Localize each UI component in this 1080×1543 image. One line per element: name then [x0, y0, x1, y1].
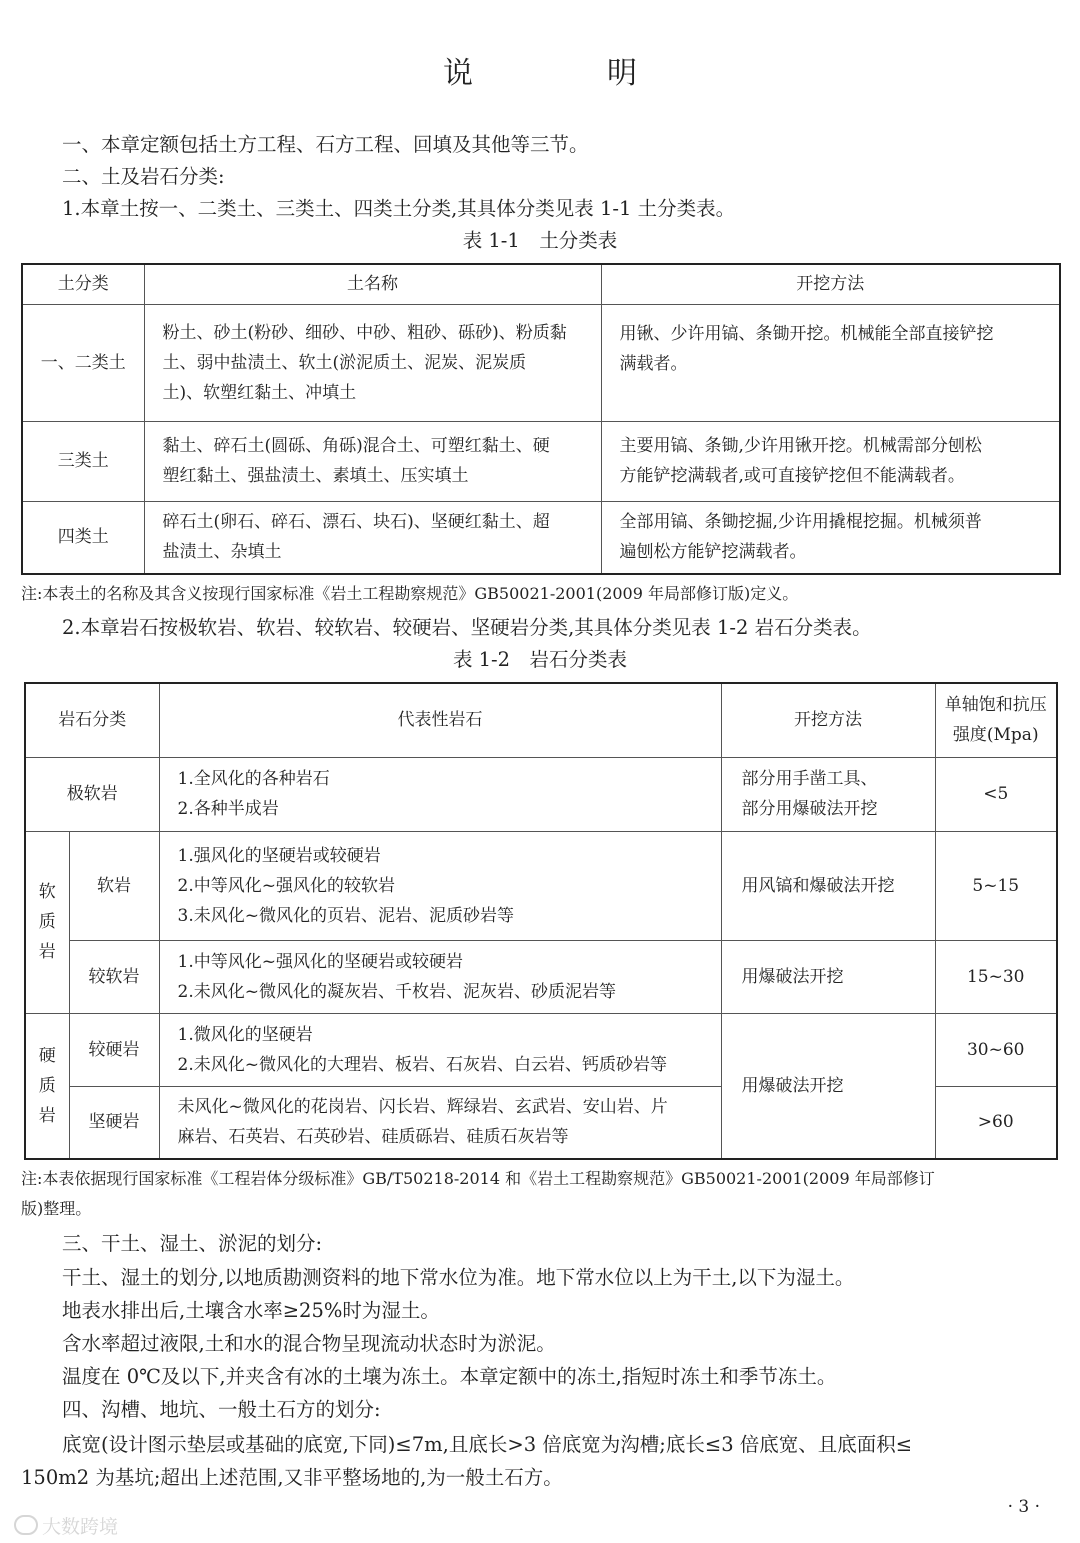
- strength-cell: <5: [935, 757, 1057, 831]
- header-strength-line: 强度(Mpa): [952, 725, 1039, 746]
- header-rock-class: 岩石分类: [25, 683, 159, 757]
- dig-method-cell: 用风镐和爆破法开挖: [721, 831, 935, 940]
- paragraph-mud: 含水率超过液限,土和水的混合物呈现流动状态时为淤泥。: [62, 1332, 556, 1355]
- page-number: · 3 ·: [1007, 1497, 1040, 1517]
- rock-example-cell: [159, 1013, 721, 1086]
- dig-method-cell: [601, 501, 1060, 574]
- watermark-logo-icon: [14, 1515, 38, 1535]
- table-2-note-line-1: 注:本表依据现行国家标准《工程岩体分级标准》GB/T50218-2014 和《岩土工程勘察规范》GB50021-2001(2009 年局部修订: [21, 1169, 935, 1188]
- cell-line: 2.各种半成岩: [177, 799, 279, 819]
- rock-subclass-cell: 软岩: [69, 831, 159, 940]
- table-row: [25, 1013, 1057, 1086]
- cell-line: 2.未风化~微风化的大理岩、板岩、石灰岩、白云岩、钙质砂岩等: [177, 1054, 667, 1075]
- strength-cell: >60: [935, 1086, 1057, 1159]
- rock-group-cell: [25, 831, 69, 1013]
- soil-name-cell: [144, 501, 601, 574]
- cell-line: 部分用爆破法开挖: [741, 799, 878, 819]
- table-row: [25, 757, 1057, 831]
- soil-class-cell: 四类土: [22, 501, 144, 574]
- cell-line: 1.全风化的各种岩石: [177, 769, 330, 789]
- cell-line: 方能铲挖满载者,或可直接铲挖但不能满载者。: [619, 466, 965, 486]
- cell-line: 2.未风化~微风化的凝灰岩、千枚岩、泥灰岩、砂质泥岩等: [177, 981, 616, 1002]
- soil-class-cell: 三类土: [22, 421, 144, 501]
- header-dig-method: 开挖方法: [721, 683, 935, 757]
- header-dig-method: 开挖方法: [601, 264, 1060, 304]
- paragraph-scope: 一、本章定额包括土方工程、石方工程、回填及其他等三节。: [62, 133, 589, 156]
- heading-dry-wet-mud: 三、干土、湿土、淤泥的划分:: [62, 1232, 323, 1255]
- paragraph-dry-wet: 干土、湿土的划分,以地质勘测资料的地下常水位为准。地下常水位以上为干土,以下为湿土。: [62, 1266, 855, 1289]
- page-title: 说 明: [443, 56, 689, 91]
- cell-line: 3.未风化~微风化的页岩、泥岩、泥质砂岩等: [177, 905, 514, 926]
- table-header-row: [25, 683, 1057, 757]
- paragraph-trench-rule-1: 底宽(设计图示垫层或基础的底宽,下同)≤7m,且底长>3 倍底宽为沟槽;底长≤3 倍底宽、且底面积≤: [62, 1433, 913, 1456]
- cell-line: 全部用镐、条锄挖掘,少许用撬棍挖掘。机械须普: [619, 512, 982, 533]
- table-2-note-line-2: 版)整理。: [21, 1199, 92, 1218]
- cell-line: 1.强风化的坚硬岩或较硬岩: [177, 845, 381, 866]
- soil-name-cell: [144, 421, 601, 501]
- header-soil-name: 土名称: [144, 264, 601, 304]
- table-row: [22, 304, 1060, 421]
- table-1-caption: 表 1-1 土分类表: [462, 229, 618, 252]
- header-representative-rock: 代表性岩石: [159, 683, 721, 757]
- cell-line: 碎石土(卵石、碎石、漂石、块石)、坚硬红黏土、超: [162, 512, 550, 533]
- dig-method-cell: 用爆破法开挖: [721, 940, 935, 1013]
- strength-cell: 30~60: [935, 1013, 1057, 1086]
- table-row: [25, 831, 1057, 940]
- rock-class-cell: 极软岩: [25, 757, 159, 831]
- cell-line: 土、弱中盐渍土、软土(淤泥质土、泥炭、泥炭质: [162, 352, 527, 373]
- table-row: [22, 501, 1060, 574]
- table-row: [22, 421, 1060, 501]
- cell-line: 1.中等风化~强风化的坚硬岩或较硬岩: [177, 951, 463, 972]
- heading-trench-pit: 四、沟槽、地坑、一般土石方的划分:: [62, 1398, 381, 1421]
- table-row: [25, 940, 1057, 1013]
- rock-example-cell: [159, 757, 721, 831]
- cell-line: 2.中等风化~强风化的较软岩: [177, 875, 395, 896]
- table-2-caption: 表 1-2 岩石分类表: [452, 648, 628, 671]
- rock-subclass-cell: 坚硬岩: [69, 1086, 159, 1159]
- rock-group-label: 硬质岩: [38, 1045, 56, 1126]
- rock-subclass-cell: 较硬岩: [69, 1013, 159, 1086]
- cell-line: 盐渍土、杂填土: [162, 542, 282, 563]
- table-1-note: 注:本表土的名称及其含义按现行国家标准《岩土工程勘察规范》GB50021-2001(2009 年局部修订版)定义。: [21, 584, 799, 603]
- soil-classification-table: [21, 263, 1061, 575]
- cell-line: 主要用镐、条锄,少许用锹开挖。机械需部分刨松: [619, 436, 982, 456]
- rock-example-cell: [159, 1086, 721, 1159]
- paragraph-trench-rule-2: 150m2 为基坑;超出上述范围,又非平整场地的,为一般土石方。: [21, 1466, 563, 1489]
- rock-example-cell: [159, 940, 721, 1013]
- cell-line: 塑红黏土、强盐渍土、素填土、压实填土: [162, 466, 469, 486]
- watermark-text: 大数跨境: [42, 1516, 119, 1538]
- header-strength: [935, 683, 1057, 757]
- rock-classification-table: [24, 682, 1058, 1160]
- paragraph-soil-classes: 1.本章土按一、二类土、三类土、四类土分类,其具体分类见表 1-1 土分类表。: [62, 197, 736, 220]
- strength-cell: 15~30: [935, 940, 1057, 1013]
- cell-line: 遍刨松方能铲挖满载者。: [619, 542, 807, 563]
- rock-example-cell: [159, 831, 721, 940]
- cell-line: 1.微风化的坚硬岩: [177, 1024, 313, 1045]
- table-header-row: [22, 264, 1060, 304]
- header-strength-line: 单轴饱和抗压: [944, 695, 1047, 716]
- cell-line: 麻岩、石英岩、石英砂岩、硅质砾岩、硅质石灰岩等: [177, 1127, 569, 1148]
- cell-line: 黏土、碎石土(圆砾、角砾)混合土、可塑红黏土、硬: [162, 436, 550, 456]
- soil-class-cell: 一、二类土: [22, 304, 144, 421]
- dig-method-cell: [601, 304, 1060, 421]
- cell-line: 粉土、砂土(粉砂、细砂、中砂、粗砂、砾砂)、粉质黏: [162, 322, 567, 343]
- dig-method-cell: [721, 757, 935, 831]
- rock-subclass-cell: 较软岩: [69, 940, 159, 1013]
- watermark: [14, 1512, 118, 1539]
- paragraph-rock-classes: 2.本章岩石按极软岩、软岩、较软岩、较硬岩、坚硬岩分类,其具体分类见表 1-2 岩石分类表。: [62, 616, 872, 639]
- cell-line: 用锹、少许用镐、条锄开挖。机械能全部直接铲挖: [619, 323, 994, 344]
- cell-line: 土)、软塑红黏土、冲填土: [162, 382, 357, 403]
- paragraph-frozen-soil: 温度在 0℃及以下,并夹含有冰的土壤为冻土。本章定额中的冻土,指短时冻土和季节冻土。: [62, 1365, 837, 1388]
- heading-classification: 二、土及岩石分类:: [62, 165, 225, 188]
- rock-group-cell: [25, 1013, 69, 1159]
- dig-method-cell: [601, 421, 1060, 501]
- cell-line: 满载者。: [619, 353, 688, 374]
- soil-name-cell: [144, 304, 601, 421]
- rock-group-label: 软质岩: [38, 882, 56, 962]
- cell-line: 部分用手凿工具、: [741, 769, 878, 789]
- dig-method-cell: 用爆破法开挖: [721, 1013, 935, 1159]
- paragraph-wet-soil: 地表水排出后,土壤含水率≥25%时为湿土。: [62, 1299, 440, 1322]
- header-soil-class: 土分类: [22, 264, 144, 304]
- strength-cell: 5~15: [935, 831, 1057, 940]
- cell-line: 未风化~微风化的花岗岩、闪长岩、辉绿岩、玄武岩、安山岩、片: [177, 1097, 668, 1118]
